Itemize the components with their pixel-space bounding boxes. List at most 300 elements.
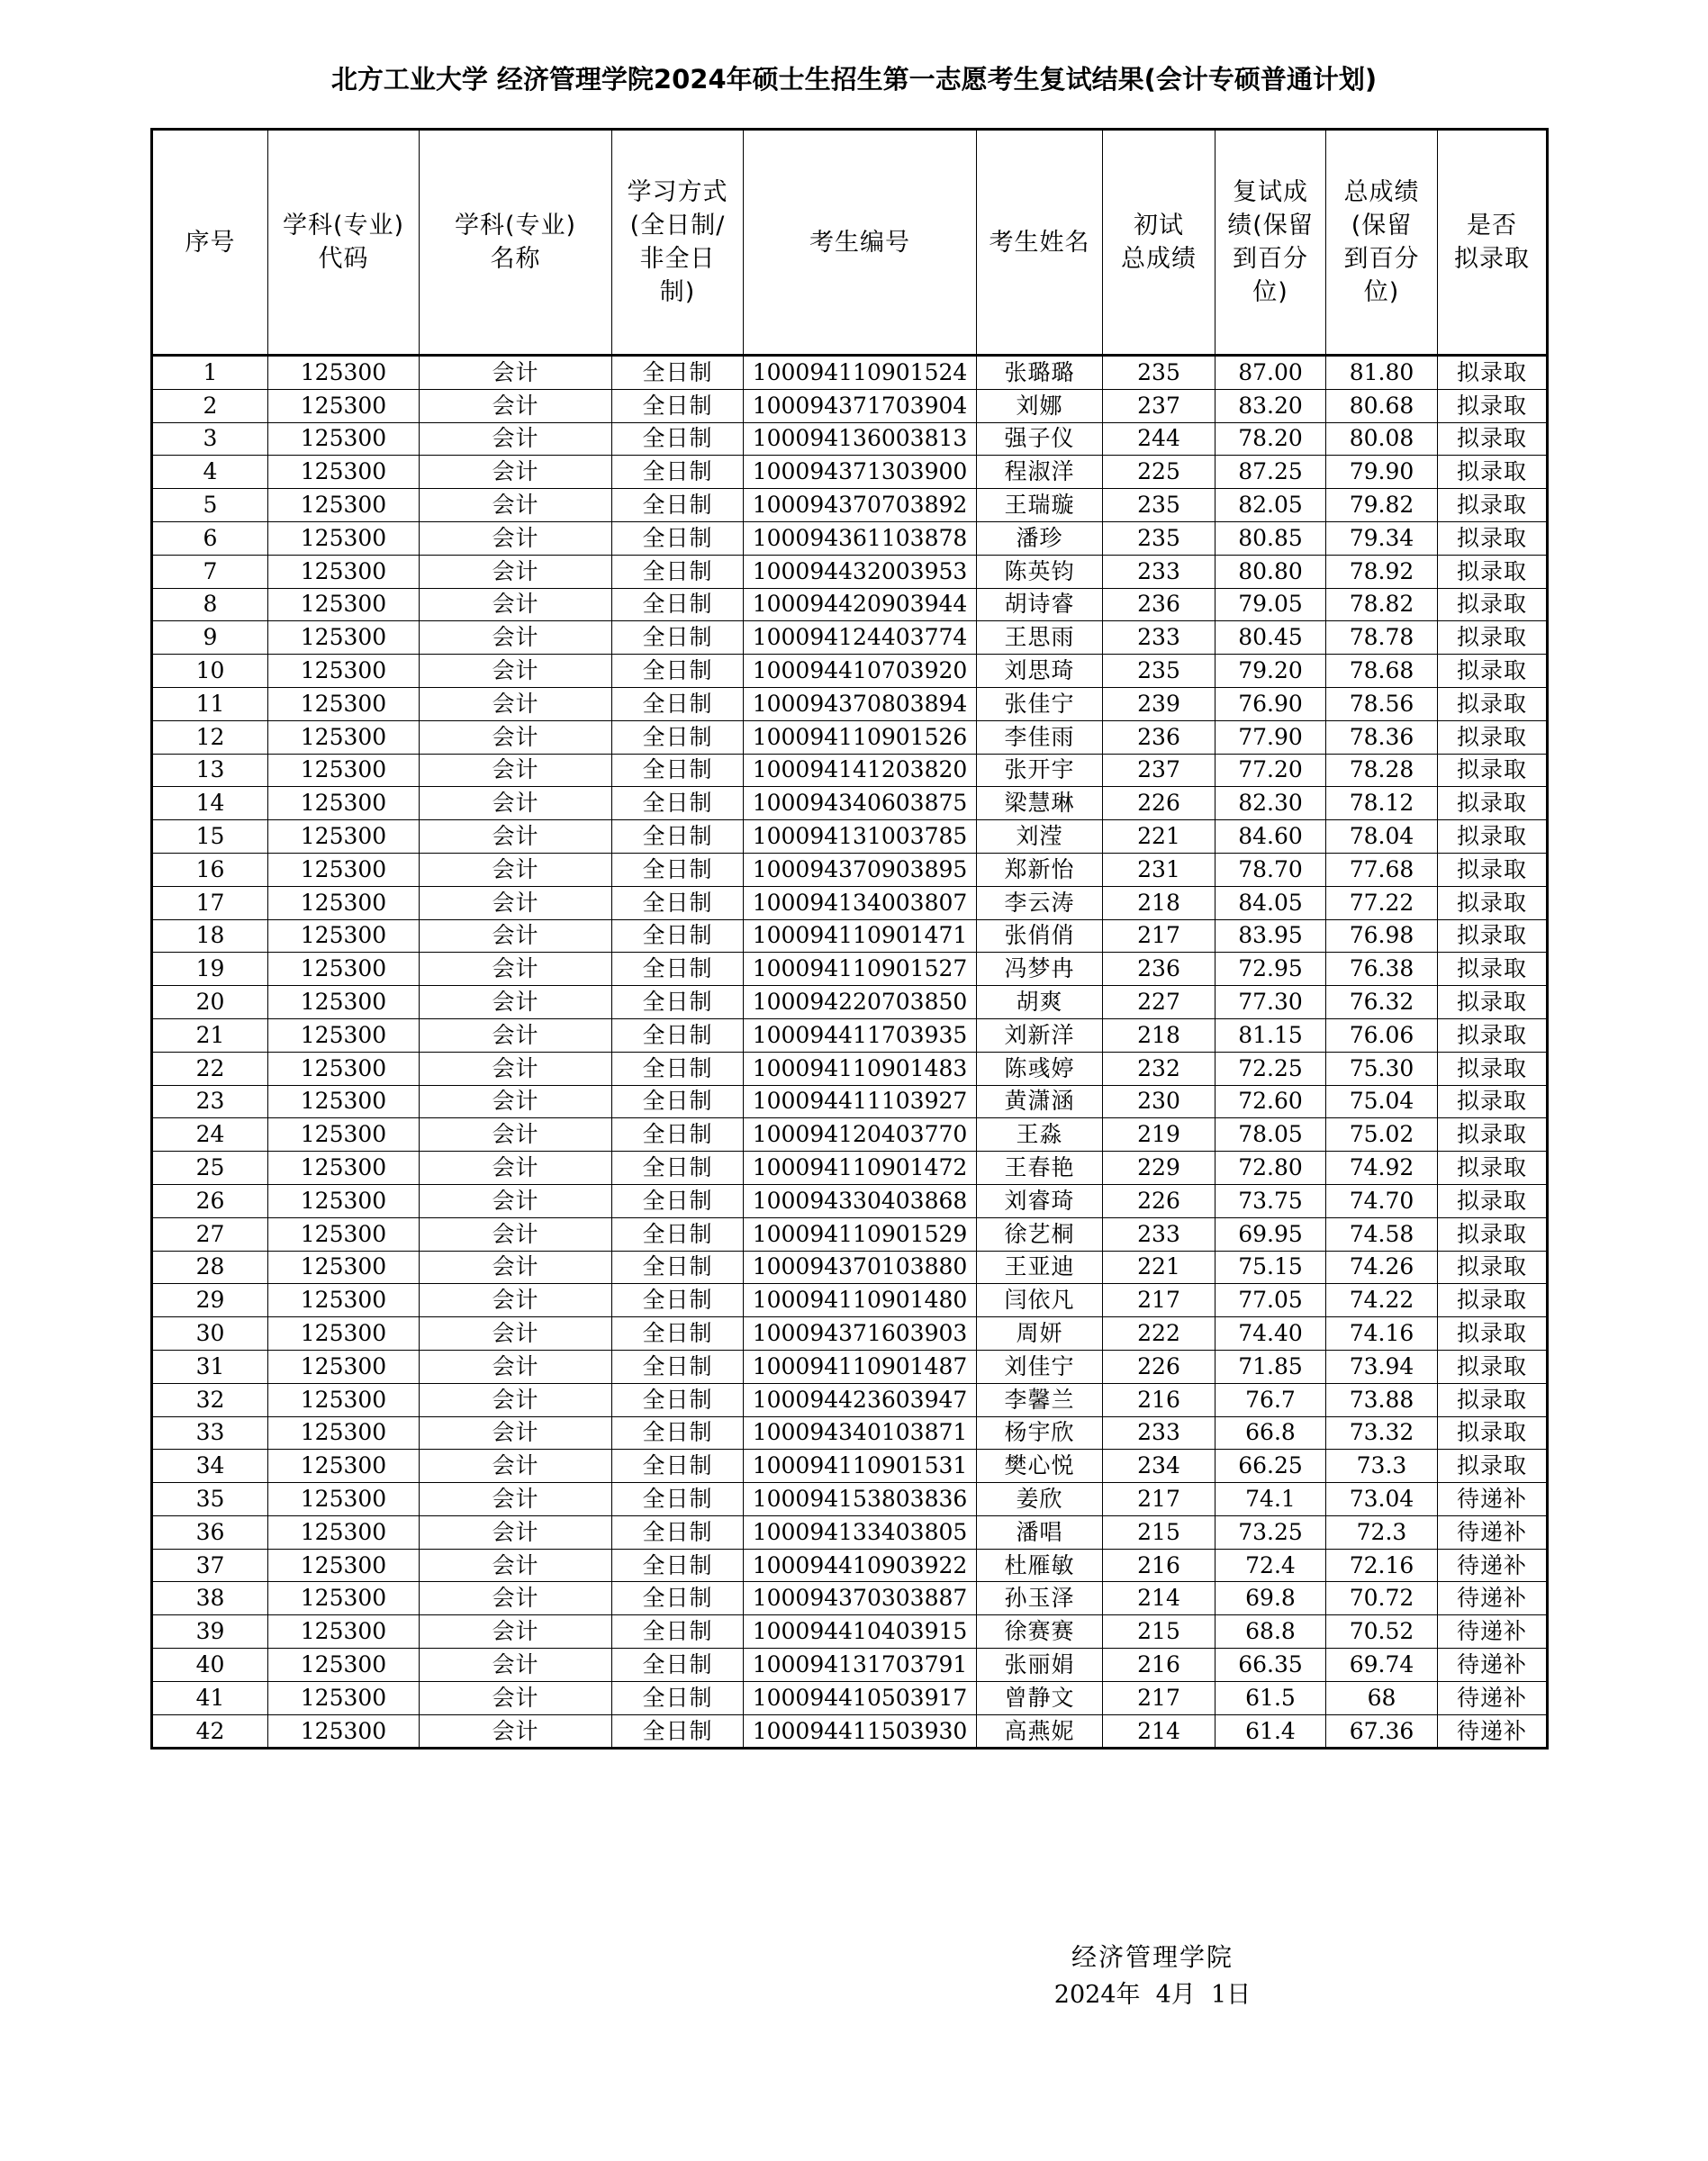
cell-total-score: 74.16 bbox=[1326, 1317, 1438, 1351]
cell-subject-code: 125300 bbox=[268, 853, 420, 886]
cell-student-name: 张俏俏 bbox=[977, 919, 1103, 953]
cell-seq: 21 bbox=[152, 1018, 268, 1052]
header-student-name bbox=[977, 130, 1103, 356]
cell-subject-name: 会计 bbox=[420, 356, 612, 390]
cell-retest-score: 75.15 bbox=[1215, 1251, 1326, 1284]
cell-seq: 10 bbox=[152, 655, 268, 688]
cell-subject-name: 会计 bbox=[420, 655, 612, 688]
cell-student-name: 郑新怡 bbox=[977, 853, 1103, 886]
cell-study-mode: 全日制 bbox=[612, 1118, 744, 1152]
cell-exam-id: 100094361103878 bbox=[744, 521, 977, 555]
cell-total-score: 78.04 bbox=[1326, 820, 1438, 854]
cell-seq: 39 bbox=[152, 1615, 268, 1649]
cell-retest-score: 83.95 bbox=[1215, 919, 1326, 953]
header-line: 位) bbox=[1363, 278, 1400, 306]
cell-exam-id: 100094370803894 bbox=[744, 687, 977, 720]
table-row bbox=[152, 1184, 1548, 1217]
cell-total-score: 76.06 bbox=[1326, 1018, 1438, 1052]
cell-initial-score: 237 bbox=[1103, 389, 1215, 422]
cell-seq: 15 bbox=[152, 820, 268, 854]
cell-retest-score: 79.20 bbox=[1215, 655, 1326, 688]
cell-exam-id: 100094340603875 bbox=[744, 787, 977, 820]
cell-student-name: 李佳雨 bbox=[977, 720, 1103, 754]
header-line: 位) bbox=[1252, 278, 1288, 306]
cell-student-name: 徐赛赛 bbox=[977, 1615, 1103, 1649]
cell-student-name: 孙玉泽 bbox=[977, 1582, 1103, 1615]
cell-seq: 18 bbox=[152, 919, 268, 953]
cell-seq: 33 bbox=[152, 1416, 268, 1450]
table-row bbox=[152, 1515, 1548, 1549]
cell-subject-code: 125300 bbox=[268, 1515, 420, 1549]
cell-initial-score: 232 bbox=[1103, 1052, 1215, 1085]
cell-seq: 26 bbox=[152, 1184, 268, 1217]
cell-total-score: 78.92 bbox=[1326, 555, 1438, 588]
cell-student-name: 陈彧婷 bbox=[977, 1052, 1103, 1085]
cell-exam-id: 100094141203820 bbox=[744, 754, 977, 787]
cell-subject-code: 125300 bbox=[268, 1018, 420, 1052]
cell-total-score: 79.34 bbox=[1326, 521, 1438, 555]
cell-study-mode: 全日制 bbox=[612, 787, 744, 820]
cell-subject-code: 125300 bbox=[268, 1681, 420, 1714]
cell-initial-score: 221 bbox=[1103, 1251, 1215, 1284]
cell-study-mode: 全日制 bbox=[612, 1582, 744, 1615]
table-row bbox=[152, 720, 1548, 754]
cell-seq: 24 bbox=[152, 1118, 268, 1152]
header-line: 学科(专业) bbox=[282, 212, 405, 240]
cell-subject-code: 125300 bbox=[268, 1416, 420, 1450]
cell-initial-score: 235 bbox=[1103, 489, 1215, 522]
cell-student-name: 王亚迪 bbox=[977, 1251, 1103, 1284]
cell-subject-name: 会计 bbox=[420, 588, 612, 621]
cell-student-name: 陈英钧 bbox=[977, 555, 1103, 588]
header-line: (全日制/ bbox=[629, 212, 726, 240]
table-row bbox=[152, 787, 1548, 820]
cell-student-name: 刘新洋 bbox=[977, 1018, 1103, 1052]
cell-student-name: 刘滢 bbox=[977, 820, 1103, 854]
cell-exam-id: 100094370303887 bbox=[744, 1582, 977, 1615]
cell-student-name: 王瑞璇 bbox=[977, 489, 1103, 522]
cell-student-name: 樊心悦 bbox=[977, 1450, 1103, 1483]
cell-retest-score: 82.30 bbox=[1215, 787, 1326, 820]
cell-admission: 拟录取 bbox=[1438, 853, 1548, 886]
cell-total-score: 73.94 bbox=[1326, 1350, 1438, 1383]
table-row bbox=[152, 1649, 1548, 1682]
cell-subject-code: 125300 bbox=[268, 489, 420, 522]
cell-subject-name: 会计 bbox=[420, 953, 612, 986]
cell-exam-id: 100094153803836 bbox=[744, 1483, 977, 1516]
cell-exam-id: 100094410403915 bbox=[744, 1615, 977, 1649]
cell-exam-id: 100094423603947 bbox=[744, 1383, 977, 1416]
cell-total-score: 78.28 bbox=[1326, 754, 1438, 787]
table-row bbox=[152, 1217, 1548, 1251]
results-table bbox=[150, 128, 1549, 1750]
cell-exam-id: 100094220703850 bbox=[744, 986, 977, 1019]
cell-initial-score: 217 bbox=[1103, 1284, 1215, 1317]
cell-study-mode: 全日制 bbox=[612, 1018, 744, 1052]
cell-study-mode: 全日制 bbox=[612, 886, 744, 919]
cell-admission: 拟录取 bbox=[1438, 820, 1548, 854]
cell-initial-score: 216 bbox=[1103, 1383, 1215, 1416]
cell-subject-name: 会计 bbox=[420, 1018, 612, 1052]
cell-subject-code: 125300 bbox=[268, 953, 420, 986]
cell-subject-code: 125300 bbox=[268, 1284, 420, 1317]
cell-retest-score: 73.25 bbox=[1215, 1515, 1326, 1549]
cell-student-name: 王春艳 bbox=[977, 1152, 1103, 1185]
cell-student-name: 李馨兰 bbox=[977, 1383, 1103, 1416]
cell-retest-score: 69.95 bbox=[1215, 1217, 1326, 1251]
table-row bbox=[152, 919, 1548, 953]
header-line: 学习方式 bbox=[627, 178, 728, 206]
cell-seq: 13 bbox=[152, 754, 268, 787]
cell-initial-score: 214 bbox=[1103, 1714, 1215, 1749]
cell-subject-code: 125300 bbox=[268, 787, 420, 820]
cell-student-name: 王思雨 bbox=[977, 621, 1103, 655]
cell-subject-name: 会计 bbox=[420, 1714, 612, 1749]
cell-study-mode: 全日制 bbox=[612, 720, 744, 754]
header-line: 制) bbox=[659, 278, 696, 306]
cell-subject-name: 会计 bbox=[420, 820, 612, 854]
cell-exam-id: 100094134003807 bbox=[744, 886, 977, 919]
header-initial-score bbox=[1103, 130, 1215, 356]
table-row bbox=[152, 754, 1548, 787]
cell-subject-name: 会计 bbox=[420, 1152, 612, 1185]
table-row bbox=[152, 1284, 1548, 1317]
cell-exam-id: 100094340103871 bbox=[744, 1416, 977, 1450]
table-row bbox=[152, 1085, 1548, 1118]
cell-retest-score: 87.00 bbox=[1215, 356, 1326, 390]
cell-total-score: 80.08 bbox=[1326, 422, 1438, 456]
header-line: 到百分 bbox=[1233, 245, 1308, 273]
cell-subject-code: 125300 bbox=[268, 986, 420, 1019]
cell-subject-code: 125300 bbox=[268, 1085, 420, 1118]
cell-study-mode: 全日制 bbox=[612, 1350, 744, 1383]
cell-retest-score: 77.30 bbox=[1215, 986, 1326, 1019]
cell-initial-score: 216 bbox=[1103, 1649, 1215, 1682]
cell-exam-id: 100094370103880 bbox=[744, 1251, 977, 1284]
cell-subject-name: 会计 bbox=[420, 489, 612, 522]
cell-admission: 待递补 bbox=[1438, 1582, 1548, 1615]
cell-retest-score: 66.25 bbox=[1215, 1450, 1326, 1483]
cell-subject-name: 会计 bbox=[420, 1118, 612, 1152]
cell-exam-id: 100094110901529 bbox=[744, 1217, 977, 1251]
cell-retest-score: 72.25 bbox=[1215, 1052, 1326, 1085]
cell-admission: 拟录取 bbox=[1438, 1350, 1548, 1383]
table-row bbox=[152, 953, 1548, 986]
cell-retest-score: 78.05 bbox=[1215, 1118, 1326, 1152]
cell-seq: 9 bbox=[152, 621, 268, 655]
cell-subject-name: 会计 bbox=[420, 754, 612, 787]
cell-seq: 19 bbox=[152, 953, 268, 986]
cell-subject-code: 125300 bbox=[268, 588, 420, 621]
cell-subject-code: 125300 bbox=[268, 754, 420, 787]
cell-subject-name: 会计 bbox=[420, 720, 612, 754]
cell-subject-name: 会计 bbox=[420, 621, 612, 655]
cell-total-score: 76.32 bbox=[1326, 986, 1438, 1019]
cell-initial-score: 222 bbox=[1103, 1317, 1215, 1351]
header-line: 总成绩 bbox=[1121, 245, 1197, 273]
cell-subject-code: 125300 bbox=[268, 1549, 420, 1582]
cell-student-name: 胡爽 bbox=[977, 986, 1103, 1019]
cell-total-score: 73.3 bbox=[1326, 1450, 1438, 1483]
cell-total-score: 76.98 bbox=[1326, 919, 1438, 953]
table-row bbox=[152, 853, 1548, 886]
cell-total-score: 81.80 bbox=[1326, 356, 1438, 390]
cell-initial-score: 216 bbox=[1103, 1549, 1215, 1582]
cell-initial-score: 233 bbox=[1103, 621, 1215, 655]
cell-subject-name: 会计 bbox=[420, 389, 612, 422]
cell-student-name: 胡诗睿 bbox=[977, 588, 1103, 621]
table-row bbox=[152, 820, 1548, 854]
cell-retest-score: 80.85 bbox=[1215, 521, 1326, 555]
header-line: 是否 bbox=[1467, 212, 1517, 240]
cell-initial-score: 233 bbox=[1103, 1416, 1215, 1450]
cell-exam-id: 100094420903944 bbox=[744, 588, 977, 621]
cell-subject-name: 会计 bbox=[420, 456, 612, 489]
cell-admission: 拟录取 bbox=[1438, 588, 1548, 621]
cell-seq: 37 bbox=[152, 1549, 268, 1582]
cell-admission: 待递补 bbox=[1438, 1681, 1548, 1714]
cell-subject-code: 125300 bbox=[268, 422, 420, 456]
cell-subject-code: 125300 bbox=[268, 687, 420, 720]
cell-admission: 拟录取 bbox=[1438, 389, 1548, 422]
cell-admission: 拟录取 bbox=[1438, 1052, 1548, 1085]
cell-student-name: 张佳宁 bbox=[977, 687, 1103, 720]
cell-initial-score: 217 bbox=[1103, 1483, 1215, 1516]
results-body bbox=[152, 356, 1548, 1749]
cell-total-score: 74.22 bbox=[1326, 1284, 1438, 1317]
table-row bbox=[152, 621, 1548, 655]
cell-total-score: 78.82 bbox=[1326, 588, 1438, 621]
cell-subject-name: 会计 bbox=[420, 1681, 612, 1714]
cell-seq: 1 bbox=[152, 356, 268, 390]
cell-exam-id: 100094370903895 bbox=[744, 853, 977, 886]
cell-study-mode: 全日制 bbox=[612, 754, 744, 787]
cell-exam-id: 100094124403774 bbox=[744, 621, 977, 655]
cell-admission: 待递补 bbox=[1438, 1549, 1548, 1582]
cell-retest-score: 61.5 bbox=[1215, 1681, 1326, 1714]
cell-subject-code: 125300 bbox=[268, 1649, 420, 1682]
cell-seq: 16 bbox=[152, 853, 268, 886]
table-row bbox=[152, 588, 1548, 621]
cell-admission: 拟录取 bbox=[1438, 1317, 1548, 1351]
table-row bbox=[152, 1152, 1548, 1185]
cell-subject-code: 125300 bbox=[268, 1483, 420, 1516]
cell-exam-id: 100094110901472 bbox=[744, 1152, 977, 1185]
cell-initial-score: 236 bbox=[1103, 720, 1215, 754]
header-admission bbox=[1438, 130, 1548, 356]
cell-student-name: 王淼 bbox=[977, 1118, 1103, 1152]
table-row bbox=[152, 1615, 1548, 1649]
cell-subject-code: 125300 bbox=[268, 655, 420, 688]
cell-subject-code: 125300 bbox=[268, 456, 420, 489]
cell-total-score: 78.68 bbox=[1326, 655, 1438, 688]
cell-study-mode: 全日制 bbox=[612, 1515, 744, 1549]
cell-admission: 拟录取 bbox=[1438, 720, 1548, 754]
header-row bbox=[152, 130, 1548, 356]
cell-retest-score: 71.85 bbox=[1215, 1350, 1326, 1383]
cell-retest-score: 76.90 bbox=[1215, 687, 1326, 720]
cell-initial-score: 239 bbox=[1103, 687, 1215, 720]
cell-initial-score: 234 bbox=[1103, 1450, 1215, 1483]
cell-exam-id: 100094120403770 bbox=[744, 1118, 977, 1152]
cell-initial-score: 244 bbox=[1103, 422, 1215, 456]
cell-subject-code: 125300 bbox=[268, 555, 420, 588]
cell-study-mode: 全日制 bbox=[612, 1383, 744, 1416]
cell-study-mode: 全日制 bbox=[612, 588, 744, 621]
cell-total-score: 78.36 bbox=[1326, 720, 1438, 754]
cell-subject-code: 125300 bbox=[268, 1251, 420, 1284]
cell-seq: 38 bbox=[152, 1582, 268, 1615]
header-seq bbox=[152, 130, 268, 356]
cell-admission: 拟录取 bbox=[1438, 687, 1548, 720]
cell-admission: 待递补 bbox=[1438, 1714, 1548, 1749]
table-row bbox=[152, 1052, 1548, 1085]
cell-subject-code: 125300 bbox=[268, 1582, 420, 1615]
footer-organization: 经济管理学院 bbox=[1071, 1942, 1234, 1972]
cell-subject-name: 会计 bbox=[420, 1217, 612, 1251]
cell-subject-name: 会计 bbox=[420, 1416, 612, 1450]
cell-seq: 14 bbox=[152, 787, 268, 820]
header-line: 学科(专业) bbox=[454, 212, 577, 240]
cell-exam-id: 100094371703904 bbox=[744, 389, 977, 422]
cell-retest-score: 77.90 bbox=[1215, 720, 1326, 754]
cell-seq: 32 bbox=[152, 1383, 268, 1416]
cell-seq: 11 bbox=[152, 687, 268, 720]
cell-exam-id: 100094410503917 bbox=[744, 1681, 977, 1714]
cell-exam-id: 100094131703791 bbox=[744, 1649, 977, 1682]
cell-study-mode: 全日制 bbox=[612, 555, 744, 588]
cell-total-score: 79.90 bbox=[1326, 456, 1438, 489]
cell-initial-score: 226 bbox=[1103, 787, 1215, 820]
cell-seq: 4 bbox=[152, 456, 268, 489]
cell-student-name: 高燕妮 bbox=[977, 1714, 1103, 1749]
cell-retest-score: 74.40 bbox=[1215, 1317, 1326, 1351]
header-line: 复试成 bbox=[1233, 178, 1308, 206]
table-row bbox=[152, 489, 1548, 522]
cell-admission: 拟录取 bbox=[1438, 1383, 1548, 1416]
header-exam-id bbox=[744, 130, 977, 356]
cell-seq: 42 bbox=[152, 1714, 268, 1749]
cell-exam-id: 100094110901527 bbox=[744, 953, 977, 986]
cell-initial-score: 218 bbox=[1103, 886, 1215, 919]
cell-subject-code: 125300 bbox=[268, 621, 420, 655]
cell-admission: 拟录取 bbox=[1438, 919, 1548, 953]
cell-subject-name: 会计 bbox=[420, 1582, 612, 1615]
cell-study-mode: 全日制 bbox=[612, 1152, 744, 1185]
cell-initial-score: 229 bbox=[1103, 1152, 1215, 1185]
cell-retest-score: 83.20 bbox=[1215, 389, 1326, 422]
cell-student-name: 程淑洋 bbox=[977, 456, 1103, 489]
cell-subject-name: 会计 bbox=[420, 1184, 612, 1217]
cell-subject-name: 会计 bbox=[420, 1450, 612, 1483]
cell-retest-score: 69.8 bbox=[1215, 1582, 1326, 1615]
cell-admission: 拟录取 bbox=[1438, 422, 1548, 456]
cell-student-name: 徐艺桐 bbox=[977, 1217, 1103, 1251]
cell-exam-id: 100094110901471 bbox=[744, 919, 977, 953]
header-line: 考生编号 bbox=[809, 228, 910, 257]
cell-student-name: 刘娜 bbox=[977, 389, 1103, 422]
cell-total-score: 78.56 bbox=[1326, 687, 1438, 720]
cell-total-score: 70.72 bbox=[1326, 1582, 1438, 1615]
table-row bbox=[152, 1251, 1548, 1284]
cell-admission: 拟录取 bbox=[1438, 489, 1548, 522]
cell-retest-score: 77.05 bbox=[1215, 1284, 1326, 1317]
cell-exam-id: 100094110901483 bbox=[744, 1052, 977, 1085]
cell-study-mode: 全日制 bbox=[612, 986, 744, 1019]
cell-exam-id: 100094411103927 bbox=[744, 1085, 977, 1118]
cell-subject-code: 125300 bbox=[268, 1152, 420, 1185]
cell-study-mode: 全日制 bbox=[612, 1714, 744, 1749]
cell-initial-score: 225 bbox=[1103, 456, 1215, 489]
cell-exam-id: 100094370703892 bbox=[744, 489, 977, 522]
cell-initial-score: 235 bbox=[1103, 655, 1215, 688]
cell-study-mode: 全日制 bbox=[612, 853, 744, 886]
cell-total-score: 76.38 bbox=[1326, 953, 1438, 986]
cell-subject-code: 125300 bbox=[268, 1118, 420, 1152]
cell-initial-score: 215 bbox=[1103, 1615, 1215, 1649]
cell-subject-code: 125300 bbox=[268, 1350, 420, 1383]
table-row bbox=[152, 1450, 1548, 1483]
cell-retest-score: 72.95 bbox=[1215, 953, 1326, 986]
cell-admission: 拟录取 bbox=[1438, 1184, 1548, 1217]
cell-seq: 7 bbox=[152, 555, 268, 588]
cell-study-mode: 全日制 bbox=[612, 1052, 744, 1085]
cell-subject-name: 会计 bbox=[420, 1649, 612, 1682]
cell-admission: 拟录取 bbox=[1438, 1251, 1548, 1284]
cell-seq: 28 bbox=[152, 1251, 268, 1284]
header-line: 总成绩 bbox=[1343, 178, 1420, 206]
cell-study-mode: 全日制 bbox=[612, 1251, 744, 1284]
cell-admission: 拟录取 bbox=[1438, 1217, 1548, 1251]
cell-subject-code: 125300 bbox=[268, 389, 420, 422]
table-row bbox=[152, 1416, 1548, 1450]
cell-subject-name: 会计 bbox=[420, 521, 612, 555]
cell-seq: 2 bbox=[152, 389, 268, 422]
cell-subject-name: 会计 bbox=[420, 1284, 612, 1317]
header-retest-score bbox=[1215, 130, 1326, 356]
cell-admission: 拟录取 bbox=[1438, 555, 1548, 588]
cell-admission: 待递补 bbox=[1438, 1615, 1548, 1649]
cell-retest-score: 66.8 bbox=[1215, 1416, 1326, 1450]
cell-subject-name: 会计 bbox=[420, 986, 612, 1019]
cell-subject-name: 会计 bbox=[420, 422, 612, 456]
cell-study-mode: 全日制 bbox=[612, 1450, 744, 1483]
cell-retest-score: 77.20 bbox=[1215, 754, 1326, 787]
cell-exam-id: 100094330403868 bbox=[744, 1184, 977, 1217]
cell-initial-score: 231 bbox=[1103, 853, 1215, 886]
cell-student-name: 梁慧琳 bbox=[977, 787, 1103, 820]
cell-initial-score: 217 bbox=[1103, 919, 1215, 953]
table-row bbox=[152, 422, 1548, 456]
table-row bbox=[152, 521, 1548, 555]
cell-admission: 拟录取 bbox=[1438, 1152, 1548, 1185]
cell-initial-score: 235 bbox=[1103, 521, 1215, 555]
cell-subject-name: 会计 bbox=[420, 687, 612, 720]
cell-subject-name: 会计 bbox=[420, 919, 612, 953]
cell-total-score: 73.88 bbox=[1326, 1383, 1438, 1416]
cell-seq: 41 bbox=[152, 1681, 268, 1714]
cell-admission: 拟录取 bbox=[1438, 356, 1548, 390]
cell-retest-score: 74.1 bbox=[1215, 1483, 1326, 1516]
cell-admission: 拟录取 bbox=[1438, 1118, 1548, 1152]
cell-initial-score: 214 bbox=[1103, 1582, 1215, 1615]
cell-initial-score: 236 bbox=[1103, 953, 1215, 986]
cell-subject-name: 会计 bbox=[420, 1549, 612, 1582]
cell-initial-score: 227 bbox=[1103, 986, 1215, 1019]
cell-student-name: 曾静文 bbox=[977, 1681, 1103, 1714]
cell-subject-name: 会计 bbox=[420, 1515, 612, 1549]
cell-total-score: 73.04 bbox=[1326, 1483, 1438, 1516]
